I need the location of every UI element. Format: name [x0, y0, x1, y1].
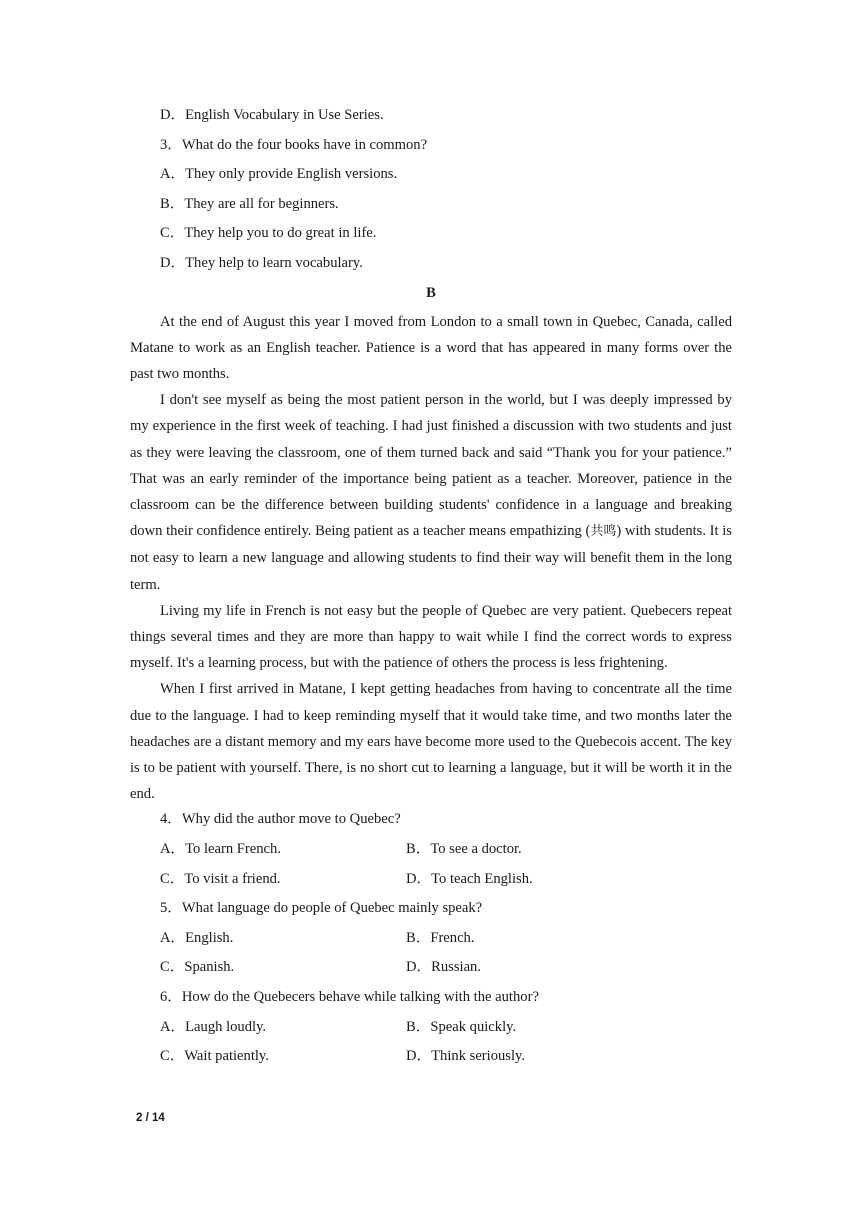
q3-option-c: C．They help you to do great in life. — [160, 225, 377, 242]
q6-option-a: A．Laugh loudly. — [160, 1018, 267, 1035]
q4-option-c: C．To visit a friend. — [160, 870, 281, 887]
q6-options-row-1 — [130, 1016, 732, 1046]
q4-option-a: A．To learn French. — [160, 841, 281, 858]
page-content — [130, 104, 732, 1075]
q6-option-b: B．Speak quickly. — [406, 1018, 517, 1035]
q5-question: 5．What language do people of Quebec mainly speak? — [160, 900, 483, 917]
paragraph-2-text-end: ) with students. It is not easy to learn a new language and allowing students to find their way will benefit them in the long term. — [130, 523, 732, 593]
passage-b-paragraph-3: Living my life in French is not easy but the people of Quebec are very patient. Quebecers repeat things several times and they are more than happy to wait while I find the correct words to express myself. It's a learning process, but with the patience of others the process is less frightening. — [130, 602, 732, 672]
q4-option-b: B．To see a doctor. — [406, 841, 522, 858]
q3-option-d: D．They help to learn vocabulary. — [160, 254, 363, 271]
q3-option-b: B．They are all for beginners. — [160, 195, 339, 212]
q4-question: 4．Why did the author move to Quebec? — [160, 811, 401, 828]
q5-options-row-2 — [130, 956, 732, 986]
q5-option-b: B．French. — [406, 929, 475, 946]
q3-question: 3．What do the four books have in common? — [160, 136, 428, 153]
q2-option-d: D．English Vocabulary in Use Series. — [160, 107, 384, 123]
q4-options-row-2 — [130, 868, 732, 898]
passage-b-paragraph-2 — [130, 387, 732, 598]
q6-options-row-2 — [130, 1045, 732, 1075]
q5-option-a: A．English. — [160, 929, 234, 946]
q4-options-row-1 — [130, 838, 732, 868]
q5-option-c: C．Spanish. — [160, 959, 235, 976]
q6-option-c: C．Wait patiently. — [160, 1048, 269, 1065]
chinese-gloss: 共鸣 — [590, 524, 617, 540]
paragraph-2-text-start: I don't see myself as being the most patient person in the world, but I was deeply impressed by my experience in the first week of teaching. I had just finished a discussion with two students and just as they were leaving the classroom, one of them turned back and said “Thank you for your patience.” That was an early reminder of the importance being patient as a teacher. Moreover, patience in the classroom can be the difference between building students' confidence in a language and breaking down their confidence entirely. Being patient as a teacher means empathizing ( — [130, 392, 732, 540]
passage-b-paragraph-1: At the end of August this year I moved from London to a small town in Quebec, Canada, called Matane to work as an English teacher. Patience is a word that has appeared in many forms over the past two months. — [130, 313, 732, 382]
passage-b-paragraph-4: When I first arrived in Matane, I kept getting headaches from having to concentrate all the time due to the language. I had to keep reminding myself that it would take time, and two months later the headaches are a distant memory and my ears have become more used to the Quebecois accent. The key is to be patient with yourself. There, is no short cut to learning a language, but it will be worth it in the end. — [130, 681, 732, 803]
q3-option-a: A．They only provide English versions. — [160, 166, 398, 183]
q6-question: 6．How do the Quebecers behave while talking with the author? — [160, 988, 539, 1005]
passage-b-heading: B — [426, 284, 436, 301]
q4-option-d: D．To teach English. — [406, 870, 533, 887]
page-number: 2 / 14 — [136, 1112, 165, 1124]
q6-option-d: D．Think seriously. — [406, 1048, 526, 1065]
q5-option-d: D．Russian. — [406, 959, 481, 976]
q5-options-row-1 — [130, 927, 732, 957]
